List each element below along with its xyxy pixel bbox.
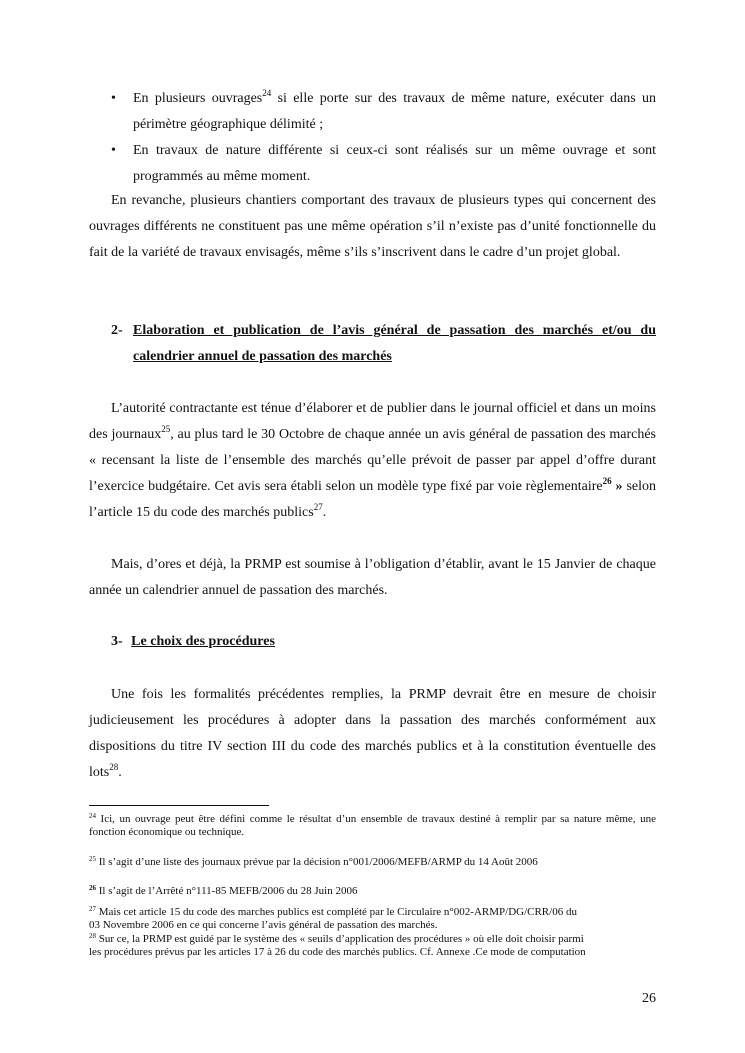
paragraph-en-revanche: En revanche, plusieurs chantiers comportant des travaux de plusieurs types qui concernent des ouvrages différents ne constituent pas une même opération s’il n’existe pas d’unité fonctionnelle du fait de la variété de travaux envisagés, même s’ils s’inscrivent dans le cadre d’un projet global.	[89, 193, 656, 260]
bullet-item: • En plusieurs ouvrages$^{24}$ si elle porte sur des travaux de même nature, exécuter dans un périmètre géographique délimité ;	[111, 88, 656, 132]
section-number: 3-	[111, 634, 123, 649]
paragraph-choix-procedures: Une fois les formalités précédentes remplies, la PRMP devrait être en mesure de choisir judicieusement les procédures à adopter dans la passation des marchés conformément aux dispositions du titre IV section III du code des marchés publics et à la constitution éventuelle des lots$^{28}$.	[89, 687, 656, 780]
footnote-ref-26[interactable]: 26	[602, 476, 612, 486]
footnote-28: $^{28}$ Sur ce, la PRMP est guidé par le système des « seuils d’application des procédures » où elle doit choisir parmi les procédures prévus par les articles 17 à 26 du code des marchés publics. Cf. Annexe .Ce mode de computation	[89, 932, 586, 958]
footnote-ref-28[interactable]: 28	[109, 762, 119, 772]
section-title: Le choix des procédures	[131, 634, 275, 649]
footnote-27: $^{27}$ Mais cet article 15 du code des marches publics est complété par le Circulaire n°002-ARMP/DG/CRR/06 du 03 Novembre 2006 en ce qui concerne l’avis général de passation des marchés.	[89, 905, 577, 931]
footnote-separator	[89, 805, 269, 806]
bullet-item: • En travaux de nature différente si ceux-ci sont réalisés sur un même ouvrage et sont programmés au même moment.	[89, 138, 656, 190]
footnote-25: $^{25}$ Il s’agit d’une liste des journaux prévue par la décision n°001/2006/MEFB/ARMP du 14 Août 2006	[89, 855, 538, 868]
bullet-icon: •	[111, 91, 116, 106]
bullet-icon: •	[111, 143, 116, 158]
section-number: 2-	[111, 323, 123, 338]
page-number: 26	[642, 991, 656, 1006]
footnote-ref-25[interactable]: 25	[161, 424, 171, 434]
paragraph-autorite-contractante: L’autorité contractante est ténue d’élaborer et de publier dans le journal officiel et dans un moins des journaux$^{25}$, au plus tard le 30 Octobre de chaque année un avis général de passation des marchés « recensant la liste de l’ensemble des marchés qu’elle prévoit de passer par appel d’offre durant l’exercice budgétaire. Cet avis sera établi selon un modèle type fixé par voie règlementaire$^{26}$ » selon l’article 15 du code des marchés publics$^{27}$.	[89, 401, 656, 520]
bullet-list	[89, 86, 656, 190]
section-heading-2	[111, 318, 656, 370]
footnote-ref-27[interactable]: 27	[313, 502, 323, 512]
section-heading-3	[111, 629, 656, 655]
footnote-24: $^{24}$ Ici, un ouvrage peut être défini comme le résultat d’un ensemble de travaux destiné à remplir par sa nature même, une fonction économique ou technique.	[89, 812, 656, 838]
paragraph-calendrier: Mais, d’ores et déjà, la PRMP est soumise à l’obligation d’établir, avant le 15 Janvier de chaque année un calendrier annuel de passation des marchés.	[89, 557, 656, 598]
section-title: Elaboration et publication de l’avis général de passation des marchés et/ou du calendrier annuel de passation des marchés	[133, 323, 656, 364]
footnote-ref-24[interactable]: 24	[262, 88, 272, 98]
footnote-26: $^{26}$ Il s’agit de l’Arrêté n°111-85 MEFB/2006 du 28 Juin 2006	[89, 884, 358, 897]
